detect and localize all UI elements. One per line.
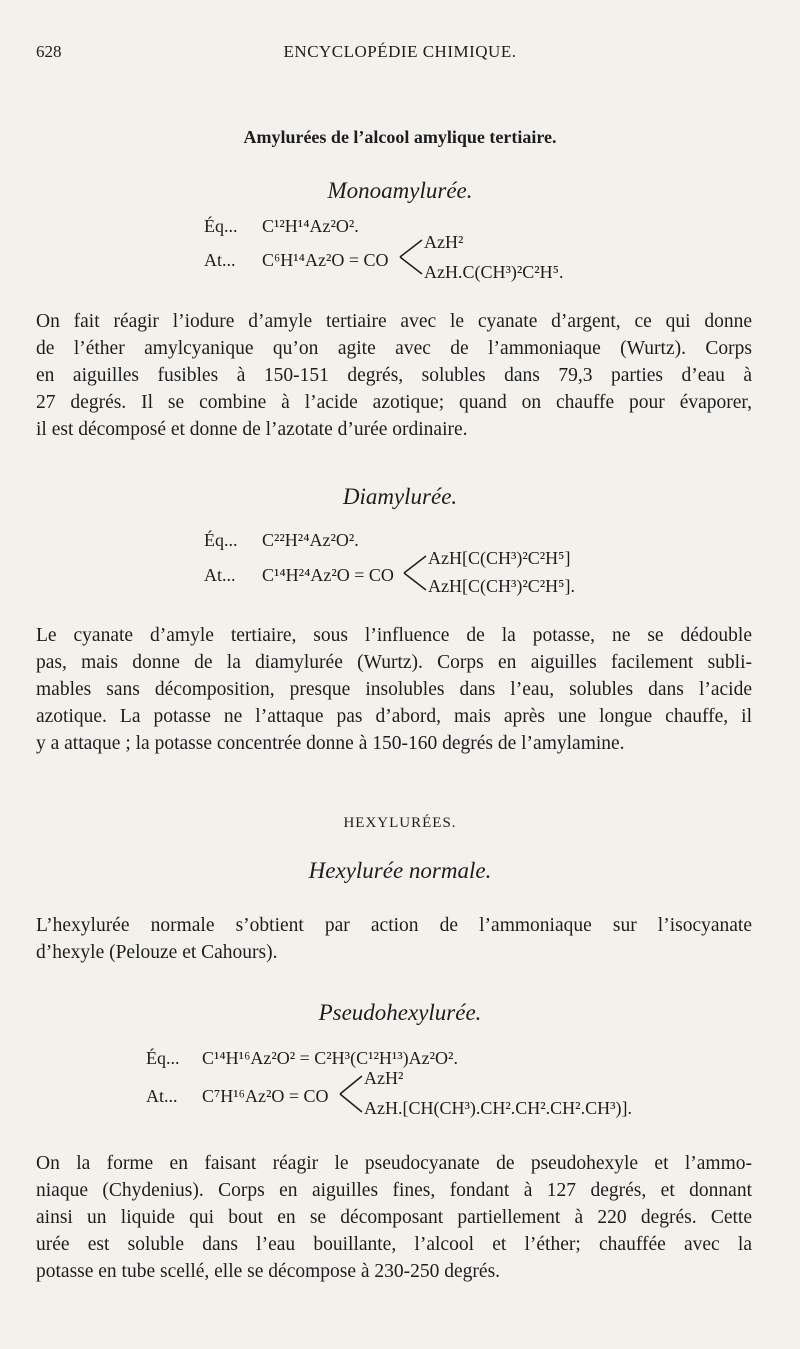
subtitle-monoamyluree: Monoamylurée.: [327, 178, 473, 203]
at-formula-left: C⁷H¹⁶Az²O = CO: [202, 1086, 329, 1106]
at-formula-top: AzH[C(CH³)²C²H⁵]: [428, 548, 571, 568]
section-title-hexylurees: HEXYLURÉES.: [343, 815, 457, 831]
eq-label: Éq...: [204, 216, 238, 236]
branch-bracket: [402, 552, 428, 594]
subtitle-diamyluree: Diamylurée.: [342, 484, 458, 509]
eq-formula: C²²H²⁴Az²O².: [262, 530, 359, 550]
text-line: en aiguilles fusibles à 150-151 degrés, solubles dans 79,3 parties d’eau à: [36, 365, 752, 386]
text-line: Le cyanate d’amyle tertiaire, sous l’influence de la potasse, ne se dédouble: [36, 625, 752, 646]
eq-label: Éq...: [204, 530, 238, 550]
text-line: niaque (Chydenius). Corps en aiguilles fines, fondant à 127 degrés, et donnant: [36, 1180, 752, 1201]
paragraph-pseudohexyluree: [36, 1150, 752, 1285]
at-formula-left: C⁶H¹⁴Az²O = CO: [262, 250, 389, 270]
eq-formula: C¹²H¹⁴Az²O².: [262, 216, 359, 236]
text-line: de l’éther amylcyanique qu’on agite avec de l’ammoniaque (Wurtz). Corps: [36, 338, 752, 359]
paragraph-diamyluree: [36, 622, 752, 757]
text-line: L’hexylurée normale s’obtient par action de l’ammoniaque sur l’isocyanate: [36, 915, 752, 936]
branch-bracket: [398, 236, 424, 278]
at-label: At...: [204, 565, 236, 585]
at-label: At...: [204, 250, 236, 270]
text-line: il est décomposé et donne de l’azotate d’urée ordinaire.: [36, 419, 468, 440]
text-line: 27 degrés. Il se combine à l’acide azotique; quand on chauffe pour évaporer,: [36, 392, 752, 413]
at-formula-bottom: AzH.C(CH³)²C²H⁵.: [424, 262, 564, 282]
text-line: potasse en tube scellé, elle se décompose à 230-250 degrés.: [36, 1261, 501, 1282]
text-line: urée est soluble dans l’eau bouillante, l’alcool et l’éther; chauffée avec la: [36, 1234, 752, 1255]
at-formula-top: AzH²: [424, 232, 464, 252]
at-formula-top: AzH²: [364, 1068, 404, 1088]
text-line: azotique. La potasse ne l’attaque pas d’abord, mais après une longue chauffe, il: [36, 706, 752, 727]
eq-label: Éq...: [146, 1048, 180, 1068]
running-title: ENCYCLOPÉDIE CHIMIQUE.: [283, 42, 517, 61]
text-line: mables sans décomposition, presque insolubles dans l’eau, solubles dans l’acide: [36, 679, 752, 700]
paragraph-monoamyluree: [36, 308, 752, 443]
at-formula-bottom: AzH.[CH(CH³).CH².CH².CH².CH³)].: [364, 1098, 632, 1118]
text-line: y a attaque ; la potasse concentrée donne à 150-160 degrés de l’amylamine.: [36, 733, 625, 754]
page-number: 628: [36, 42, 62, 61]
at-formula-bottom: AzH[C(CH³)²C²H⁵].: [428, 576, 575, 596]
at-formula-left: C¹⁴H²⁴Az²O = CO: [262, 565, 394, 585]
branch-bracket: [338, 1072, 364, 1116]
text-line: On la forme en faisant réagir le pseudocyanate de pseudohexyle et l’ammo-: [36, 1153, 752, 1174]
paragraph-hexyluree: [36, 912, 752, 966]
subtitle-pseudohexyluree: Pseudohexylurée.: [318, 1000, 482, 1025]
subtitle-hexyluree-normale: Hexylurée normale.: [308, 858, 492, 883]
at-label: At...: [146, 1086, 178, 1106]
text-line: On fait réagir l’iodure d’amyle tertiaire avec le cyanate d’argent, ce qui donne: [36, 311, 752, 332]
section-title-amylurees: Amylurées de l’alcool amylique tertiaire.: [243, 127, 557, 147]
text-line: d’hexyle (Pelouze et Cahours).: [36, 942, 278, 963]
text-line: pas, mais donne de la diamylurée (Wurtz). Corps en aiguilles facilement subli-: [36, 652, 752, 673]
text-line: ainsi un liquide qui bout en se décomposant partiellement à 220 degrés. Cette: [36, 1207, 752, 1228]
eq-formula: C¹⁴H¹⁶Az²O² = C²H³(C¹²H¹³)Az²O².: [202, 1048, 458, 1068]
